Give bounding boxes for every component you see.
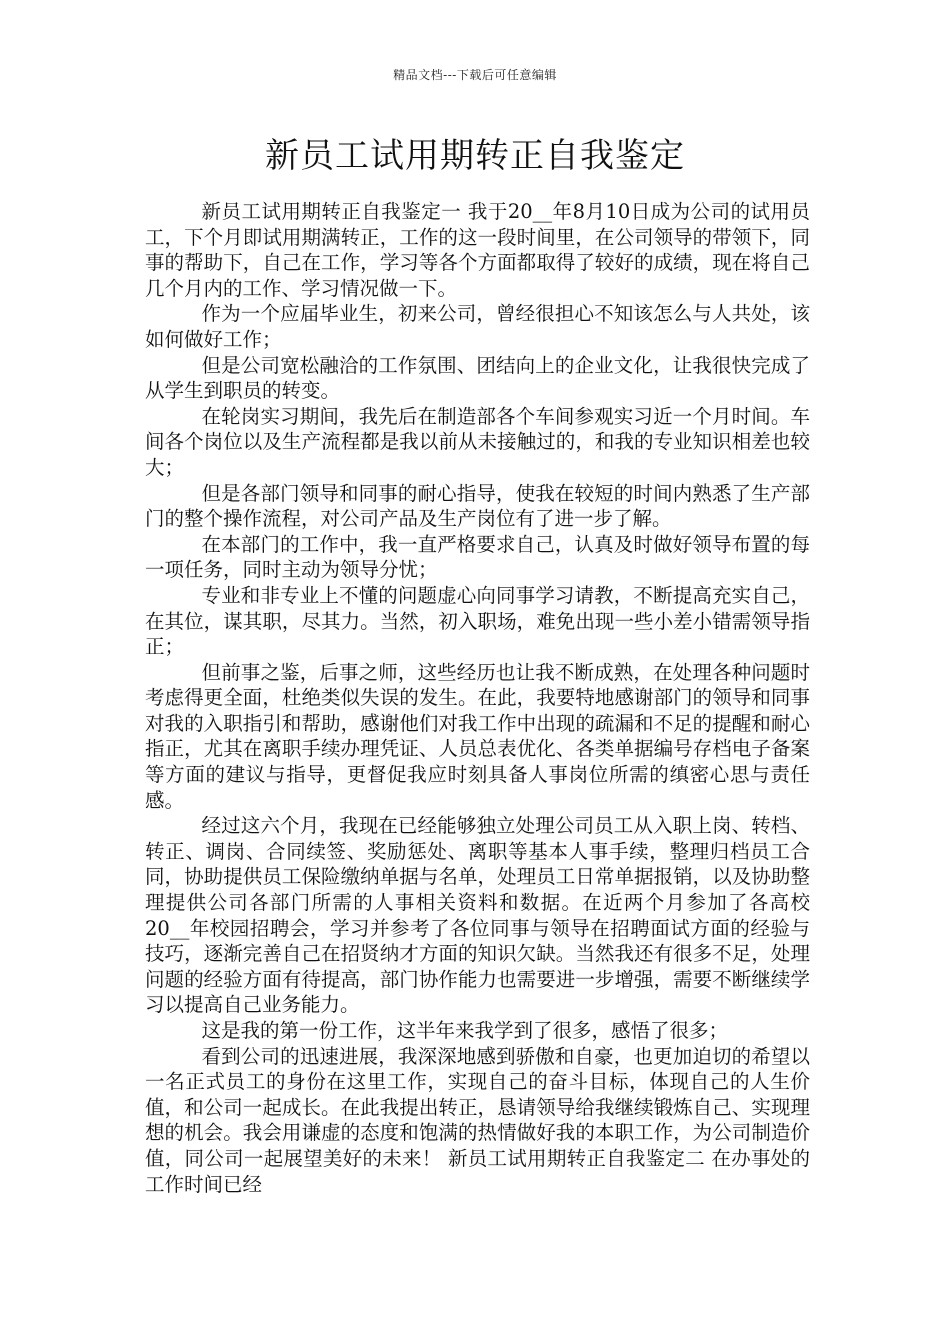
paragraph-10: 这是我的第一份工作，这半年来我学到了很多，感悟了很多；: [201, 1019, 729, 1042]
paragraph-1: 新员工试用期转正自我鉴定一 我于20__年8月10日成为公司的试用员工，下个月即试用期满转正，工作的这一段时间里，在公司领导的带领下，同事的帮助下，自己在工作，学习等各个方面都取得了较好的成绩，现在将自己几个月内的工作、学习情况做一下。: [145, 200, 810, 300]
paragraph-7: 专业和非专业上不懂的问题虚心向同事学习请教，不断提高充实自己，在其位，谋其职，尽其力。当然，初入职场，难免出现一些小差小错需领导指正；: [145, 583, 810, 659]
document-body: [145, 199, 810, 1197]
paragraph-8: 但前事之鉴，后事之师，这些经历也让我不断成熟，在处理各种问题时考虑得更全面，杜绝类似失误的发生。在此，我要特地感谢部门的领导和同事对我的入职指引和帮助，感谢他们对我工作中出现的疏漏和不足的提醒和耐心指正，尤其在离职手续办理凭证、人员总表优化、各类单据编号存档电子备案等方面的建议与指导，更督促我应时刻具备人事岗位所需的缜密心思与责任感。: [145, 660, 810, 812]
paragraph-2: 作为一个应届毕业生，初来公司，曾经很担心不知该怎么与人共处，该如何做好工作；: [145, 302, 810, 351]
header-note: 精品文档---下载后可任意编辑: [393, 68, 557, 82]
document-title: 新员工试用期转正自我鉴定: [265, 136, 685, 176]
paragraph-6: 在本部门的工作中，我一直严格要求自己，认真及时做好领导布置的每一项任务，同时主动为领导分忧；: [145, 532, 810, 582]
paragraph-3: 但是公司宽松融洽的工作氛围、团结向上的企业文化，让我很快完成了从学生到职员的转变。: [145, 353, 810, 403]
paragraph-11: 看到公司的迅速进展，我深深地感到骄傲和自豪，也更加迫切的希望以一名正式员工的身份在这里工作，实现自己的奋斗目标，体现自己的人生价值，和公司一起成长。在此我提出转正，恳请领导给我继续锻炼自己、实现理想的机会。我会用谦虚的态度和饱满的热情做好我的本职工作，为公司制造价值，同公司一起展望美好的未来！ 新员工试用期转正自我鉴定二 在办事处的工作时间已经: [145, 1044, 810, 1196]
paragraph-9: 经过这六个月，我现在已经能够独立处理公司员工从入职上岗、转档、转正、调岗、合同续签、奖励惩处、离职等基本人事手续，整理归档员工合同，协助提供员工保险缴纳单据与名单，处理员工日常单据报销，以及协助整理提供公司各部门所需的人事相关资料和数据。在近两个月参加了各高校20__年校园招聘会，学习并参考了各位同事与领导在招聘面试方面的经验与技巧，逐渐完善自己在招贤纳才方面的知识欠缺。当然我还有很多不足，处理问题的经验方面有待提高，部门协作能力也需要进一步增强，需要不断继续学习以提高自己业务能力。: [145, 814, 810, 1017]
paragraph-5: 但是各部门领导和同事的耐心指导，使我在较短的时间内熟悉了生产部门的整个操作流程，对公司产品及生产岗位有了进一步了解。: [145, 481, 810, 531]
paragraph-4: 在轮岗实习期间，我先后在制造部各个车间参观实习近一个月时间。车间各个岗位以及生产流程都是我以前从未接触过的，和我的专业知识相差也较大；: [145, 404, 810, 479]
